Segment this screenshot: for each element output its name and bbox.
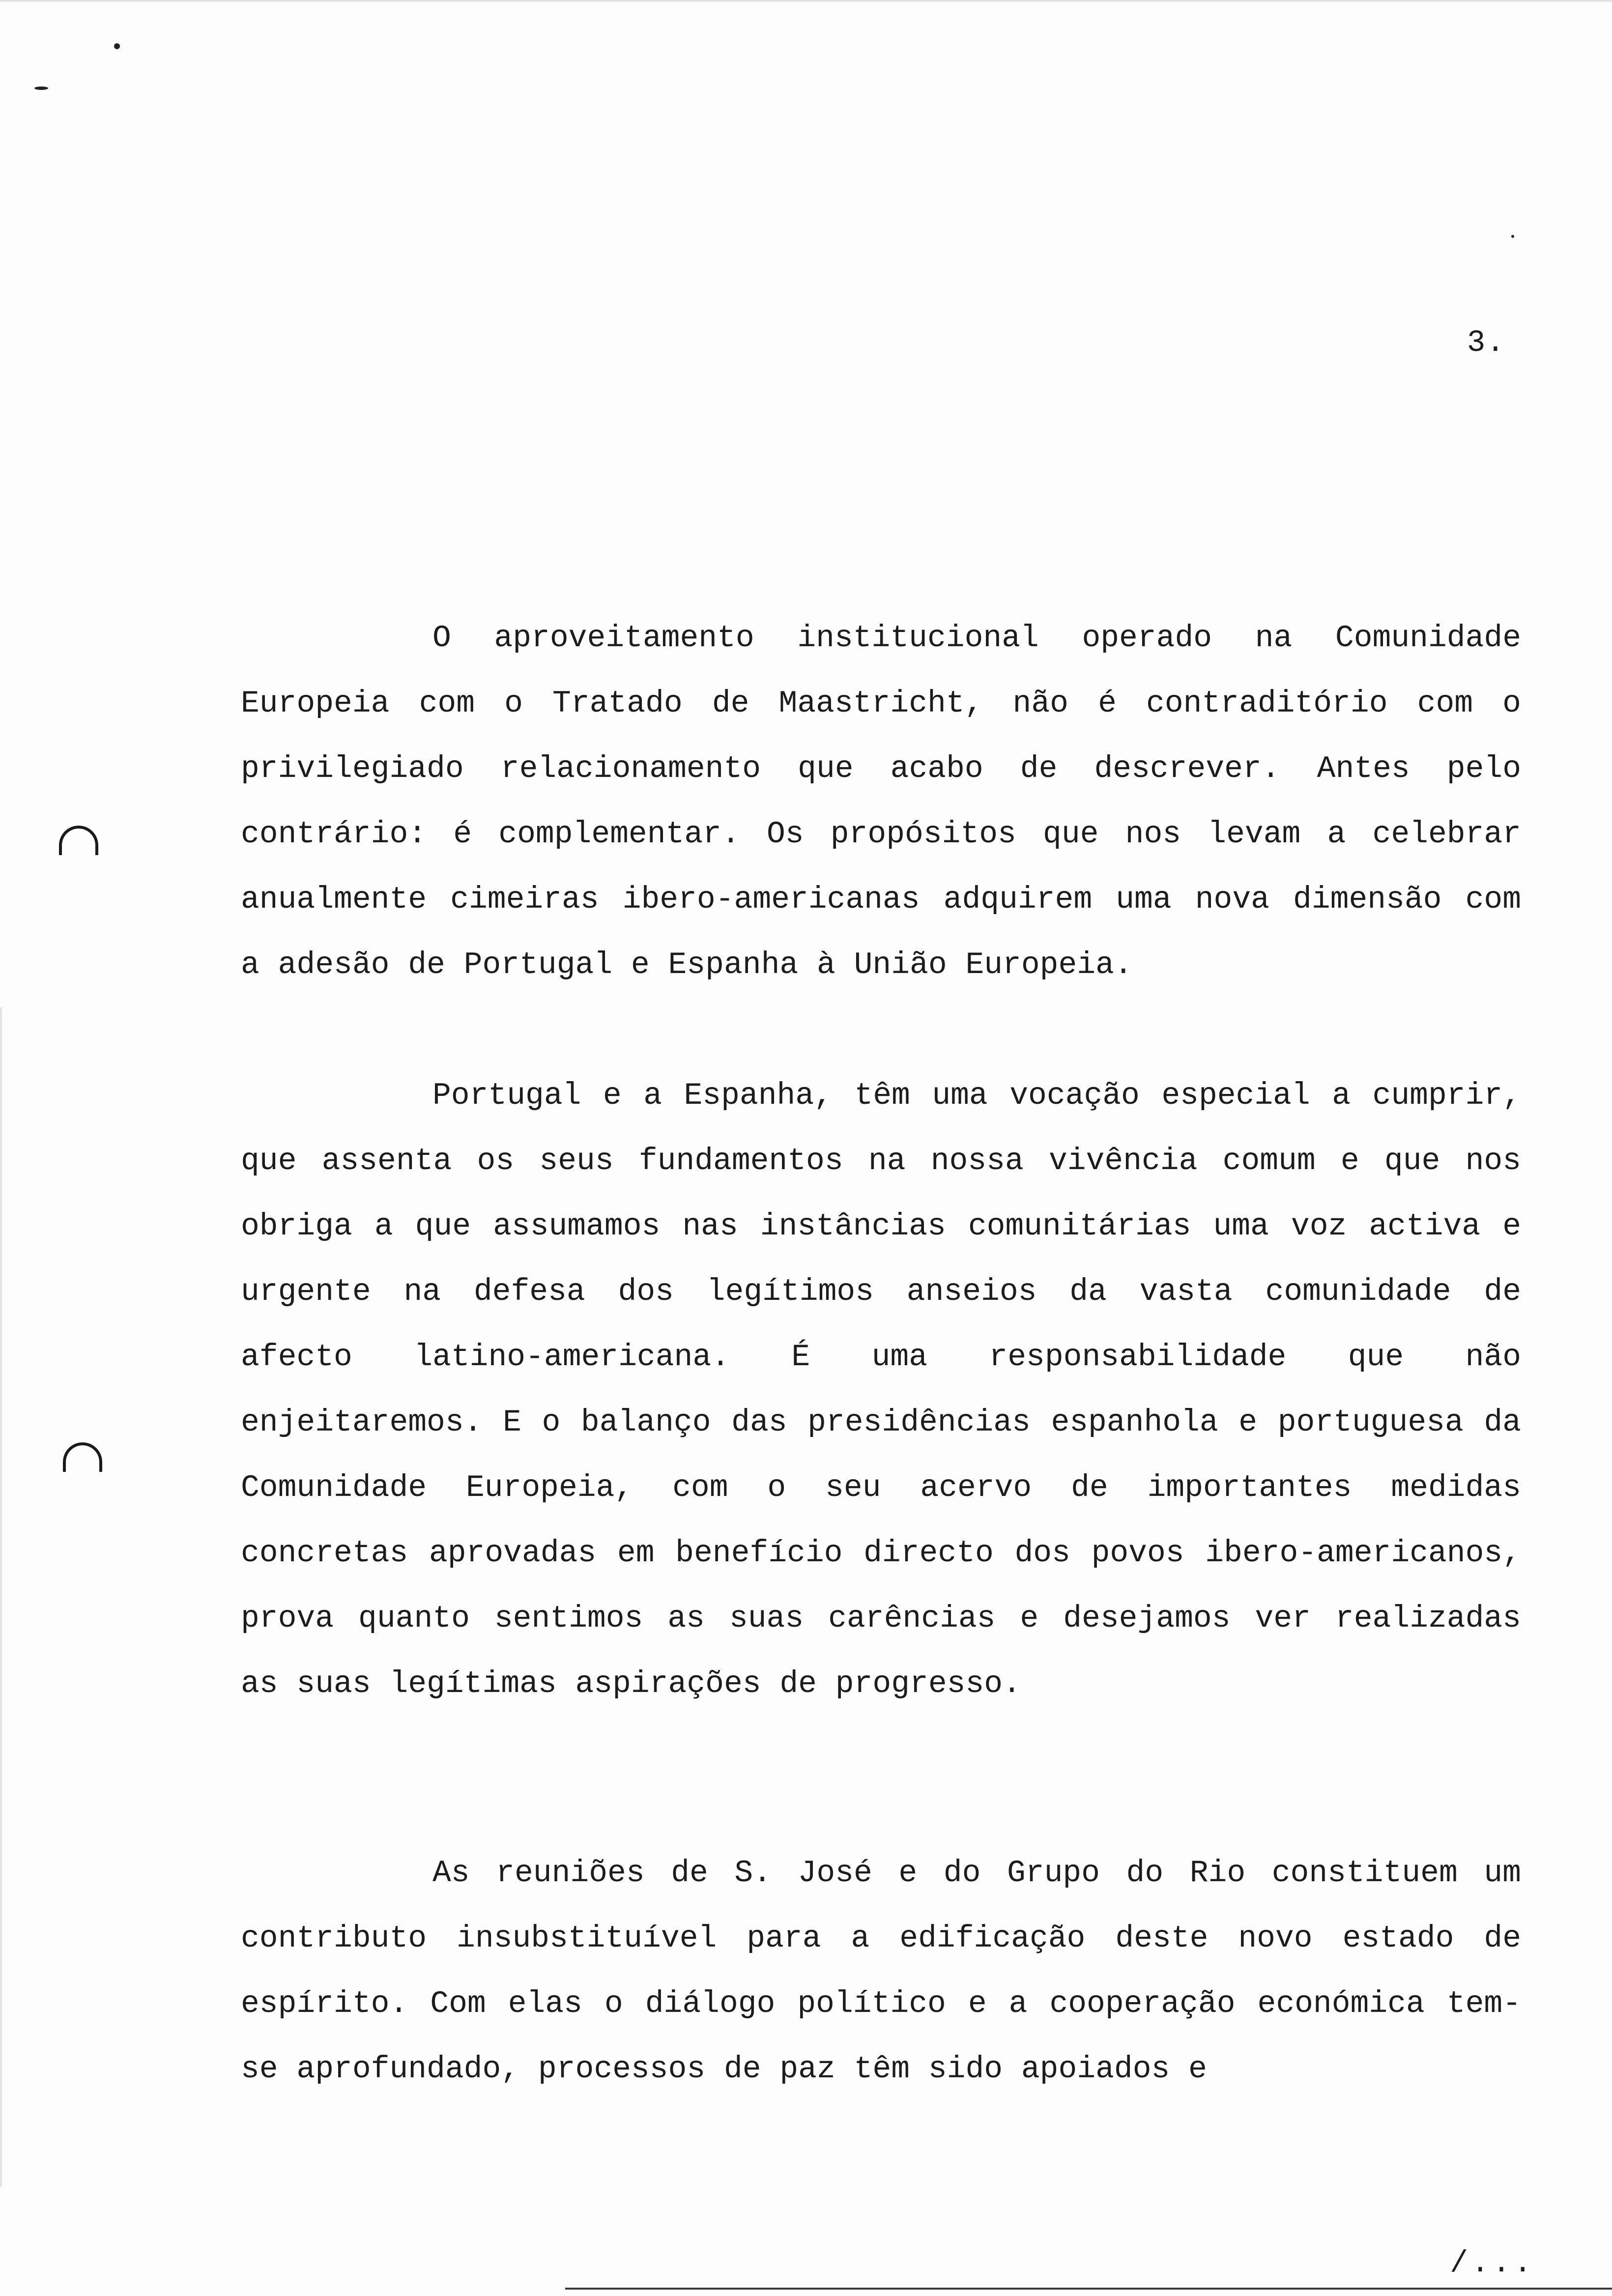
scan-bottom-edge bbox=[565, 2288, 1612, 2290]
scan-left-edge bbox=[0, 1007, 2, 2187]
punch-hole-mark bbox=[59, 826, 98, 855]
paragraph-3: As reuniões de S. José e do Grupo do Rio constituem um contributo insubstituível para a edificação deste novo estado de espírito. Com elas o diálogo político e a cooperação económica tem-se aprofundado, processos de paz têm sido apoiados e bbox=[241, 1856, 1521, 2087]
scan-speck bbox=[114, 43, 120, 49]
scan-top-edge bbox=[0, 0, 1612, 3]
page-number: 3. bbox=[1467, 325, 1506, 360]
scan-speck bbox=[1511, 235, 1514, 238]
scan-speck bbox=[34, 86, 48, 90]
punch-hole-mark bbox=[63, 1442, 102, 1472]
paragraph-2: Portugal e a Espanha, têm uma vocação especial a cumprir, que assenta os seus fundamentos na nossa vivência comum e que nos obriga a que assumamos nas instâncias comunitárias uma voz activa e urgente na defesa dos legítimos anseios da vasta comunidade de afecto latino-americana. É uma responsabilidade que não enjeitaremos. E o balanço das presidências espanhola e portuguesa da Comunidade Europeia, com o seu acervo de importantes medidas concretas aprovadas em benefício directo dos povos ibero-americanos, prova quanto sentimos as suas carências e desejamos ver realizadas as suas legítimas aspirações de progresso. bbox=[241, 1078, 1521, 1701]
continuation-mark: /... bbox=[1450, 2246, 1535, 2281]
paragraph-1: O aproveitamento institucional operado na Comunidade Europeia com o Tratado de Maastricht, não é contraditório com o privilegiado relacionamento que acabo de descrever. Antes pelo contrário: é complementar. Os propósitos que nos levam a celebrar anualmente cimeiras ibero-americanas adquirem uma nova dimensão com a adesão de Portugal e Espanha à União Europeia. bbox=[241, 621, 1521, 982]
